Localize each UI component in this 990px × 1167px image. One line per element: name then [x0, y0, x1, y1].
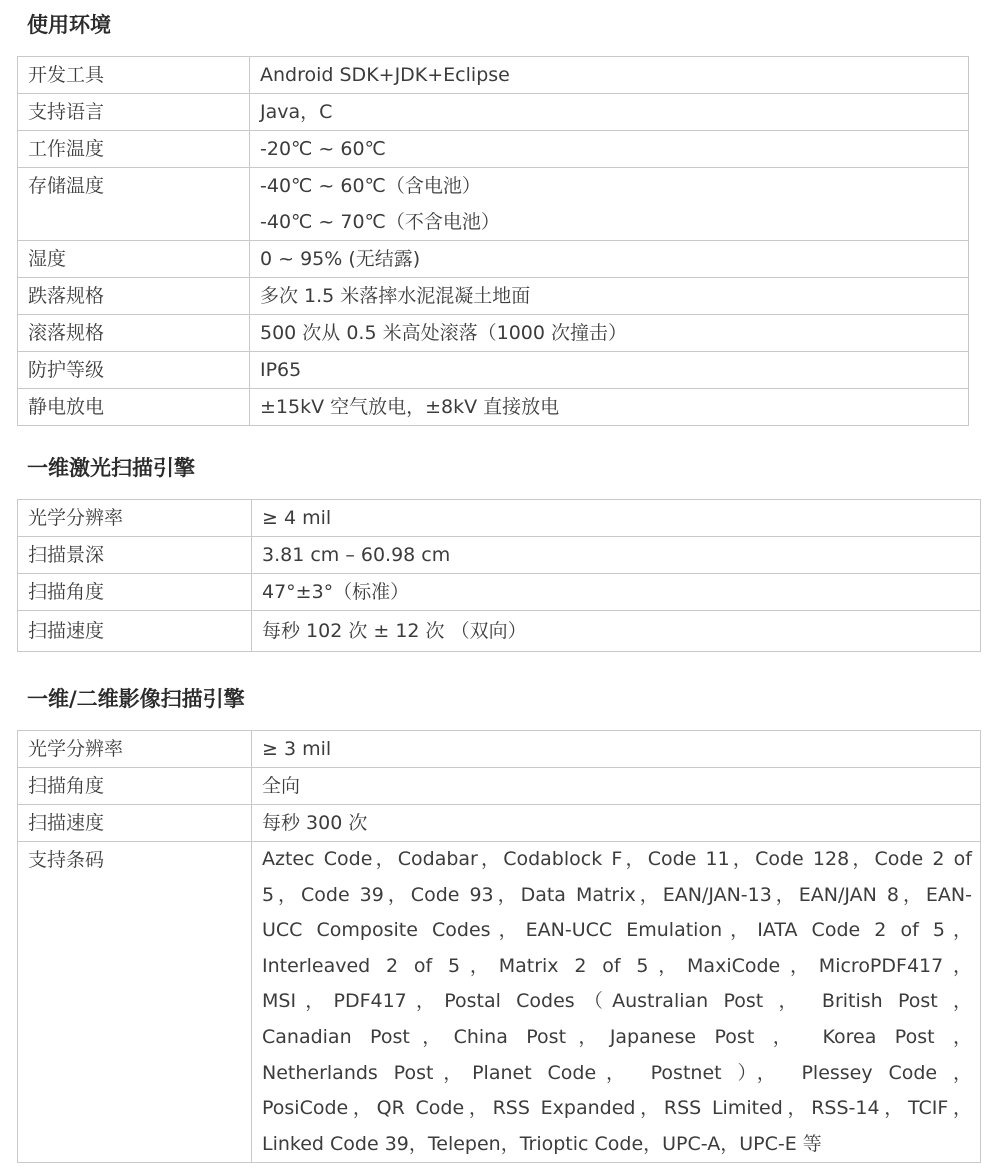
spec-value-line: -40℃ ~ 70℃（不含电池） — [260, 211, 500, 233]
table-row — [18, 500, 981, 537]
table-row — [18, 611, 981, 652]
spec-value-line: MSI，PDF417，Postal Codes（Australian Post ， British Post ， — [262, 990, 972, 1013]
spec-value: 500 次从 0.5 米高处滚落（1000 次撞击） — [250, 315, 969, 352]
table-row — [18, 805, 981, 842]
table-row — [18, 57, 969, 94]
spec-key: 支持条码 — [18, 842, 252, 1163]
spec-value-line: Aztec Code，Codabar，Codablock F，Code 11，Code 128，Code 2 of — [262, 848, 972, 870]
spec-value-line: Interleaved 2 of 5，Matrix 2 of 5，MaxiCode，MicroPDF417， — [262, 954, 972, 977]
spec-value: 每秒 102 次 ± 12 次 （双向） — [252, 611, 981, 652]
spec-value: Android SDK+JDK+Eclipse — [250, 57, 969, 94]
table-row — [18, 168, 969, 241]
spec-key: 跌落规格 — [18, 278, 250, 315]
spec-table-environment — [17, 56, 969, 426]
spec-key: 滚落规格 — [18, 315, 250, 352]
table-row — [18, 842, 981, 1163]
spec-key: 支持语言 — [18, 94, 250, 131]
spec-value: IP65 — [250, 352, 969, 389]
table-row — [18, 389, 969, 426]
spec-key: 光学分辨率 — [18, 731, 252, 768]
spec-key: 扫描景深 — [18, 537, 252, 574]
spec-key: 静电放电 — [18, 389, 250, 426]
spec-table-laser-engine — [17, 499, 981, 652]
spec-key: 光学分辨率 — [18, 500, 252, 537]
spec-value-line: -40℃ ~ 60℃（含电池） — [260, 175, 481, 197]
spec-value-line: PosiCode，QR Code，RSS Expanded，RSS Limited，RSS-14，TCIF， — [262, 1097, 972, 1120]
spec-value-line: Canadian Post，China Post，Japanese Post ， Korea Post ， — [262, 1025, 972, 1048]
spec-value: ±15kV 空气放电，±8kV 直接放电 — [250, 389, 969, 426]
spec-value: 0 ~ 95% (无结露) — [250, 241, 969, 278]
spec-value: ≥ 3 mil — [252, 731, 981, 768]
spec-table-imager-engine — [17, 730, 981, 1163]
spec-key: 存储温度 — [18, 168, 250, 241]
spec-value: ≥ 4 mil — [252, 500, 981, 537]
table-row — [18, 131, 969, 168]
section-title-imager-engine: 一维/二维影像扫描引擎 — [27, 687, 245, 711]
table-row — [18, 574, 981, 611]
spec-value-line: Netherlands Post，Planet Code， Postnet ）， Plessey Code ， — [262, 1061, 972, 1084]
spec-key: 防护等级 — [18, 352, 250, 389]
spec-value: 多次 1.5 米落摔水泥混凝土地面 — [250, 278, 969, 315]
spec-value-barcodes — [252, 842, 981, 1163]
spec-value: -20℃ ~ 60℃ — [250, 131, 969, 168]
table-row — [18, 768, 981, 805]
table-row — [18, 94, 969, 131]
table-row — [18, 352, 969, 389]
section-title-environment: 使用环境 — [27, 13, 111, 37]
spec-value-line: Linked Code 39，Telepen，Trioptic Code，UPC-A，UPC-E 等 — [262, 1132, 822, 1155]
spec-key: 扫描角度 — [18, 574, 252, 611]
table-row — [18, 278, 969, 315]
spec-value-line: UCC Composite Codes，EAN-UCC Emulation，IATA Code 2 of 5， — [262, 919, 972, 942]
spec-key: 湿度 — [18, 241, 250, 278]
table-row — [18, 731, 981, 768]
spec-value: 47°±3°（标准） — [252, 574, 981, 611]
spec-value: 3.81 cm – 60.98 cm — [252, 537, 981, 574]
spec-key: 扫描角度 — [18, 768, 252, 805]
spec-key: 扫描速度 — [18, 805, 252, 842]
spec-key: 开发工具 — [18, 57, 250, 94]
spec-value: 全向 — [252, 768, 981, 805]
spec-value: 每秒 300 次 — [252, 805, 981, 842]
spec-key: 工作温度 — [18, 131, 250, 168]
table-row — [18, 241, 969, 278]
spec-value: Java，C — [250, 94, 969, 131]
spec-value-line: 5，Code 39，Code 93，Data Matrix，EAN/JAN-13，EAN/JAN 8，EAN- — [262, 883, 972, 906]
section-title-laser-engine: 一维激光扫描引擎 — [27, 456, 195, 480]
spec-key: 扫描速度 — [18, 611, 252, 652]
table-row — [18, 315, 969, 352]
spec-value — [250, 168, 969, 241]
table-row — [18, 537, 981, 574]
